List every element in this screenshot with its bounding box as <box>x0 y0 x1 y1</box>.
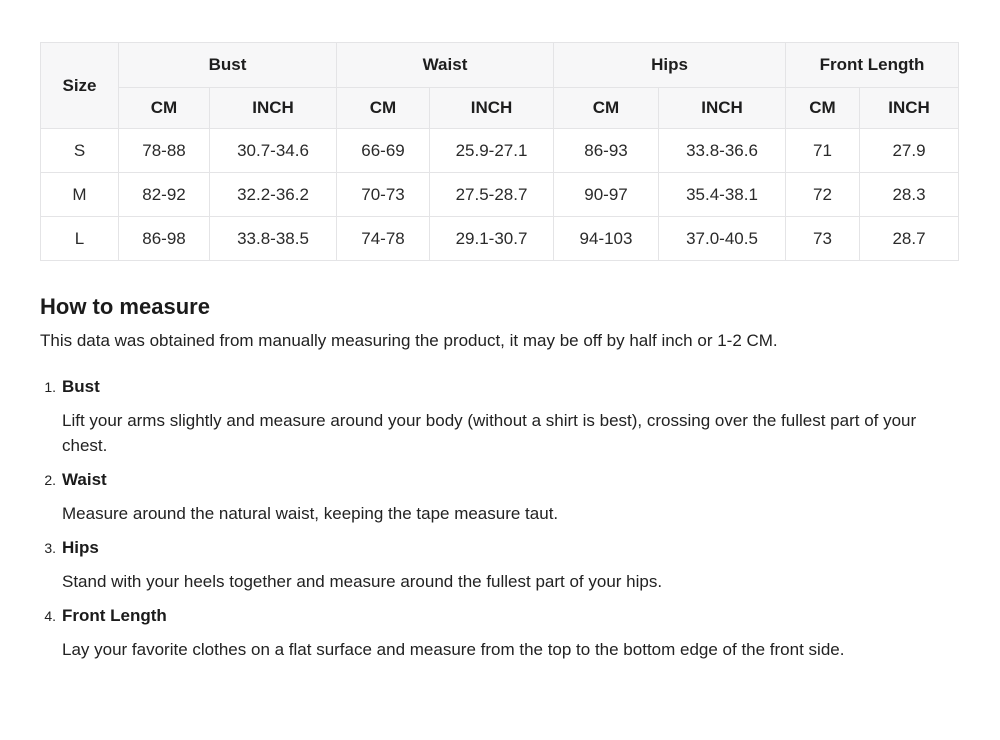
measure-step-bust <box>62 375 958 458</box>
unit-header-bust-inch: INCH <box>210 88 337 129</box>
step-description: Lift your arms slightly and measure around your body (without a shirt is best), crossing over the fullest part of your chest. <box>62 411 917 455</box>
measurement-cell: 29.1-30.7 <box>430 217 554 261</box>
table-row-size-m <box>41 173 959 217</box>
unit-header-bust-cm: CM <box>119 88 210 129</box>
step-label: Bust <box>62 377 100 396</box>
measurement-cell: 28.3 <box>860 173 959 217</box>
how-to-measure-heading: How to measure <box>40 294 210 319</box>
column-header-waist: Waist <box>337 43 554 88</box>
measurement-cell: 27.5-28.7 <box>430 173 554 217</box>
measurement-cell: 86-93 <box>554 129 659 173</box>
measurement-cell: 78-88 <box>119 129 210 173</box>
measurement-cell: 35.4-38.1 <box>659 173 786 217</box>
unit-header-hips-cm: CM <box>554 88 659 129</box>
unit-header-waist-cm: CM <box>337 88 430 129</box>
measurement-cell: 73 <box>786 217 860 261</box>
measure-step-hips <box>62 536 958 594</box>
measurement-cell: 33.8-38.5 <box>210 217 337 261</box>
unit-header-front-length-inch: INCH <box>860 88 959 129</box>
measurement-cell: 28.7 <box>860 217 959 261</box>
measure-step-front-length <box>62 604 958 662</box>
measurement-cell: 66-69 <box>337 129 430 173</box>
step-description: Stand with your heels together and measure around the fullest part of your hips. <box>62 572 663 591</box>
measurement-cell: 33.8-36.6 <box>659 129 786 173</box>
size-cell: S <box>41 129 119 173</box>
measurement-cell: 71 <box>786 129 860 173</box>
measurement-cell: 27.9 <box>860 129 959 173</box>
measurement-cell: 30.7-34.6 <box>210 129 337 173</box>
measure-step-waist <box>62 468 958 526</box>
step-label: Hips <box>62 538 99 557</box>
column-header-front-length: Front Length <box>786 43 959 88</box>
measurement-cell: 32.2-36.2 <box>210 173 337 217</box>
column-header-bust: Bust <box>119 43 337 88</box>
measurement-cell: 94-103 <box>554 217 659 261</box>
measurement-cell: 72 <box>786 173 860 217</box>
unit-header-hips-inch: INCH <box>659 88 786 129</box>
unit-header-front-length-cm: CM <box>786 88 860 129</box>
step-description: Measure around the natural waist, keeping the tape measure taut. <box>62 504 559 523</box>
step-label: Front Length <box>62 606 167 625</box>
measurement-cell: 37.0-40.5 <box>659 217 786 261</box>
measurement-cell: 82-92 <box>119 173 210 217</box>
column-header-size: Size <box>41 43 119 129</box>
measurement-cell: 74-78 <box>337 217 430 261</box>
step-description: Lay your favorite clothes on a flat surface and measure from the top to the bottom edge of the front side. <box>62 640 845 659</box>
table-unit-header-row <box>41 88 959 129</box>
column-header-hips: Hips <box>554 43 786 88</box>
step-label: Waist <box>62 470 107 489</box>
measurement-cell: 25.9-27.1 <box>430 129 554 173</box>
measure-steps-list <box>40 375 958 662</box>
size-cell: L <box>41 217 119 261</box>
measurement-cell: 70-73 <box>337 173 430 217</box>
table-row-size-s <box>41 129 959 173</box>
size-cell: M <box>41 173 119 217</box>
table-group-header-row <box>41 43 959 88</box>
measurement-cell: 86-98 <box>119 217 210 261</box>
table-row-size-l <box>41 217 959 261</box>
size-chart-table <box>40 42 959 261</box>
measure-intro-text: This data was obtained from manually measuring the product, it may be off by half inch or 1-2 CM. <box>40 331 778 350</box>
measurement-cell: 90-97 <box>554 173 659 217</box>
unit-header-waist-inch: INCH <box>430 88 554 129</box>
